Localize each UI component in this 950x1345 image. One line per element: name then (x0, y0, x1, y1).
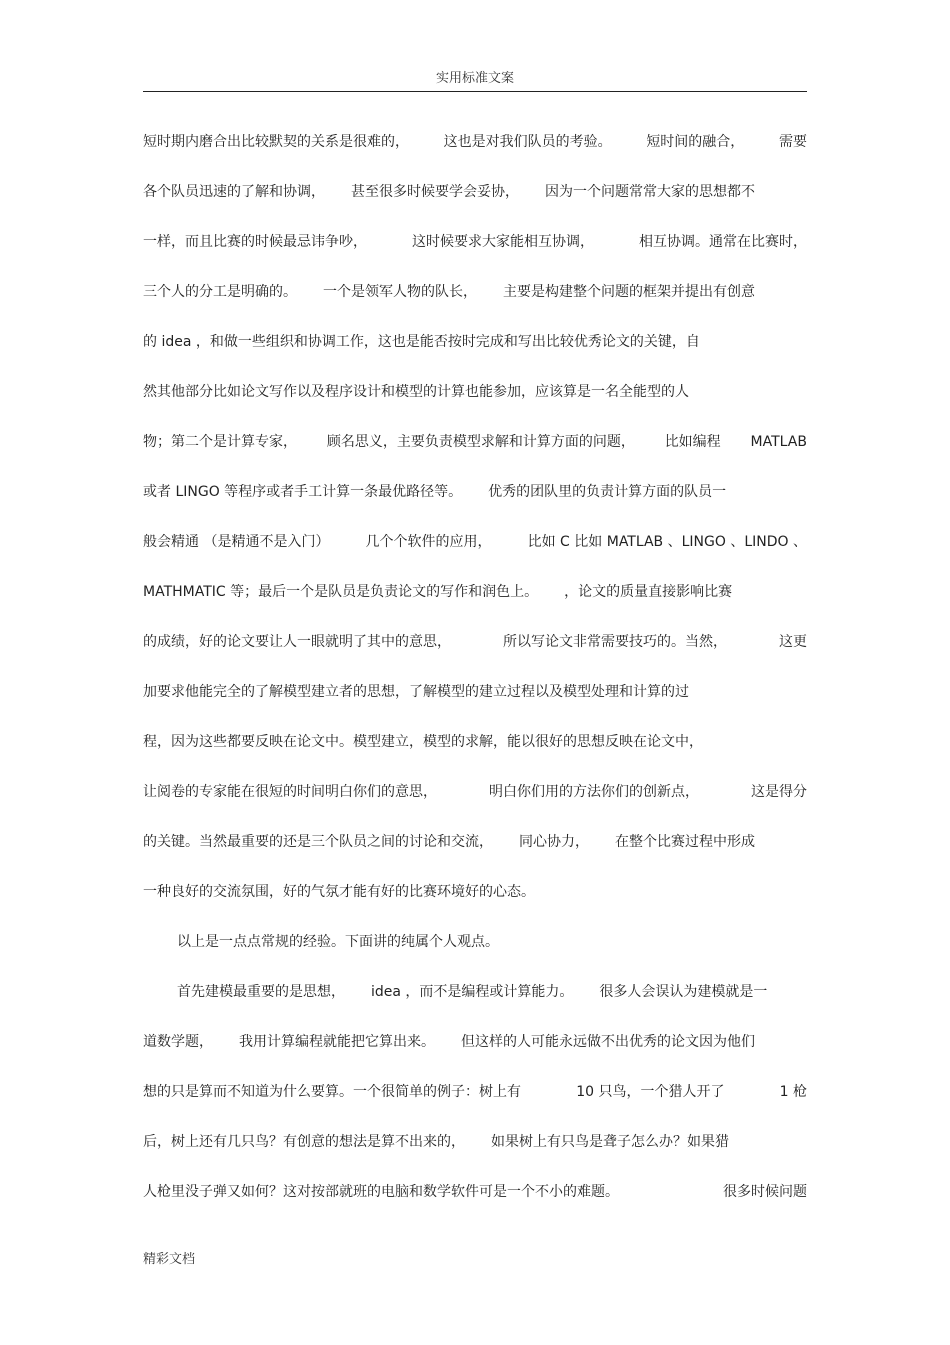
text-segment: 的关键。当然最重要的还是三个队员之间的讨论和交流， (143, 834, 493, 850)
text-segment: 一种良好的交流氛围，好的气氛才能有好的比赛环境好的心态。 (143, 884, 535, 900)
text-line (143, 480, 807, 530)
text-segment: 所以写论文非常需要技巧的。当然， (503, 634, 727, 650)
text-segment: 然其他部分比如论文写作以及程序设计和模型的计算也能参加，应该算是一名全能型的人 (143, 384, 689, 400)
page-header-title: 实用标准文案 (435, 71, 514, 86)
text-segment: 10 只鸟，一个猎人开了 (576, 1084, 725, 1100)
text-segment: 程，因为这些都要反映在论文中。模型建立，模型的求解，能以很好的思想反映在论文中， (143, 734, 703, 750)
text-segment: 几个个软件的应用， (365, 534, 492, 550)
text-line (143, 1080, 807, 1130)
text-segment: 如果树上有只鸟是聋子怎么办？如果猎 (491, 1134, 729, 1150)
text-segment: 顾名思义，主要负责模型求解和计算方面的问题， (326, 434, 635, 450)
text-line (143, 630, 807, 680)
text-segment: 想的只是算而不知道为什么要算。一个很简单的例子：树上有 (143, 1084, 521, 1100)
text-segment: 这时候要求大家能相互协调， (412, 234, 594, 250)
header-divider (143, 91, 807, 92)
text-segment: 很多时候问题 (723, 1184, 807, 1200)
text-segment: 这也是对我们队员的考验。 (443, 134, 612, 150)
text-segment: 这是得分 (751, 784, 807, 800)
text-line (143, 780, 807, 830)
text-segment: 很多人会误认为建模就是一 (599, 984, 768, 1000)
text-segment: 三个人的分工是明确的。 (143, 284, 297, 300)
text-segment: idea ，而不是编程或计算能力。 (371, 984, 574, 1000)
text-segment: 道数学题， (143, 1034, 213, 1050)
text-line (143, 1180, 807, 1230)
text-line (143, 180, 807, 230)
text-line (143, 380, 807, 430)
text-segment: 以上是一点点常规的经验。下面讲的纯属个人观点。 (177, 934, 499, 950)
text-segment: 一个是领军人物的队长， (323, 284, 477, 300)
text-line (143, 830, 807, 880)
text-line (143, 530, 807, 580)
text-segment: 人枪里没子弹又如何？这对按部就班的电脑和数学软件可是一个不小的难题。 (143, 1184, 619, 1200)
text-segment: 但这样的人可能永远做不出优秀的论文因为他们 (461, 1034, 755, 1050)
text-line (143, 980, 807, 1030)
text-segment: 明白你们用的方法你们的创新点， (489, 784, 699, 800)
text-line (143, 430, 807, 480)
text-line (143, 130, 807, 180)
text-segment: 甚至很多时候要学会妥协， (351, 184, 519, 200)
text-segment: 优秀的团队里的负责计算方面的队员一 (488, 484, 727, 500)
text-line (143, 680, 807, 730)
text-line (143, 230, 807, 280)
text-line (143, 1130, 807, 1180)
text-segment: ，论文的质量直接影响比赛 (564, 584, 733, 600)
text-line (143, 330, 807, 380)
text-segment: 一样，而且比赛的时候最忌讳争吵， (143, 234, 367, 250)
text-segment: 我用计算编程就能把它算出来。 (239, 1034, 435, 1050)
text-segment: 在整个比赛过程中形成 (615, 834, 755, 850)
text-line (143, 930, 807, 980)
text-segment: 或者 LINGO 等程序或者手工计算一条最优路径等。 (143, 484, 463, 500)
text-segment: 后，树上还有几只鸟？有创意的想法是算不出来的， (143, 1134, 465, 1150)
text-segment: 加要求他能完全的了解模型建立者的思想，了解模型的建立过程以及模型处理和计算的过 (143, 684, 689, 700)
text-segment: 的 idea ，和做一些组织和协调工作，这也是能否按时完成和写出比较优秀论文的关键，自 (143, 334, 700, 350)
text-segment: 各个队员迅速的了解和协调， (143, 184, 325, 200)
page-footer-label: 精彩文档 (143, 1252, 196, 1267)
text-segment: 需要 (778, 134, 807, 150)
text-segment: 1 枪 (779, 1084, 807, 1100)
text-segment: 同心协力， (519, 834, 589, 850)
text-segment: 比如编程 (664, 434, 721, 450)
text-line (143, 280, 807, 330)
text-segment: 主要是构建整个问题的框架并提出有创意 (503, 284, 755, 300)
text-segment: 的成绩，好的论文要让人一眼就明了其中的意思， (143, 634, 451, 650)
text-segment: MATLAB (750, 434, 807, 450)
text-segment: 比如 C 比如 MATLAB 、LINGO 、LINDO 、 (527, 534, 807, 550)
body-text (143, 130, 807, 1230)
text-segment: 短时期内磨合出比较默契的关系是很难的， (143, 134, 409, 150)
text-segment: 物；第二个是计算专家， (143, 434, 297, 450)
text-line (143, 580, 807, 630)
text-segment: 般会精通 （是精通不是入门） (143, 534, 330, 550)
text-line (143, 730, 807, 780)
text-line (143, 1030, 807, 1080)
text-segment: 这更 (779, 634, 807, 650)
text-segment: 因为一个问题常常大家的思想都不 (545, 184, 755, 200)
text-segment: 首先建模最重要的是思想， (177, 984, 345, 1000)
text-line (143, 880, 807, 930)
text-segment: 让阅卷的专家能在很短的时间明白你们的意思， (143, 784, 437, 800)
text-segment: 短时间的融合， (646, 134, 745, 150)
text-segment: 相互协调。通常在比赛时， (639, 234, 807, 250)
text-segment: MATHMATIC 等；最后一个是队员是负责论文的写作和润色上。 (143, 584, 539, 600)
